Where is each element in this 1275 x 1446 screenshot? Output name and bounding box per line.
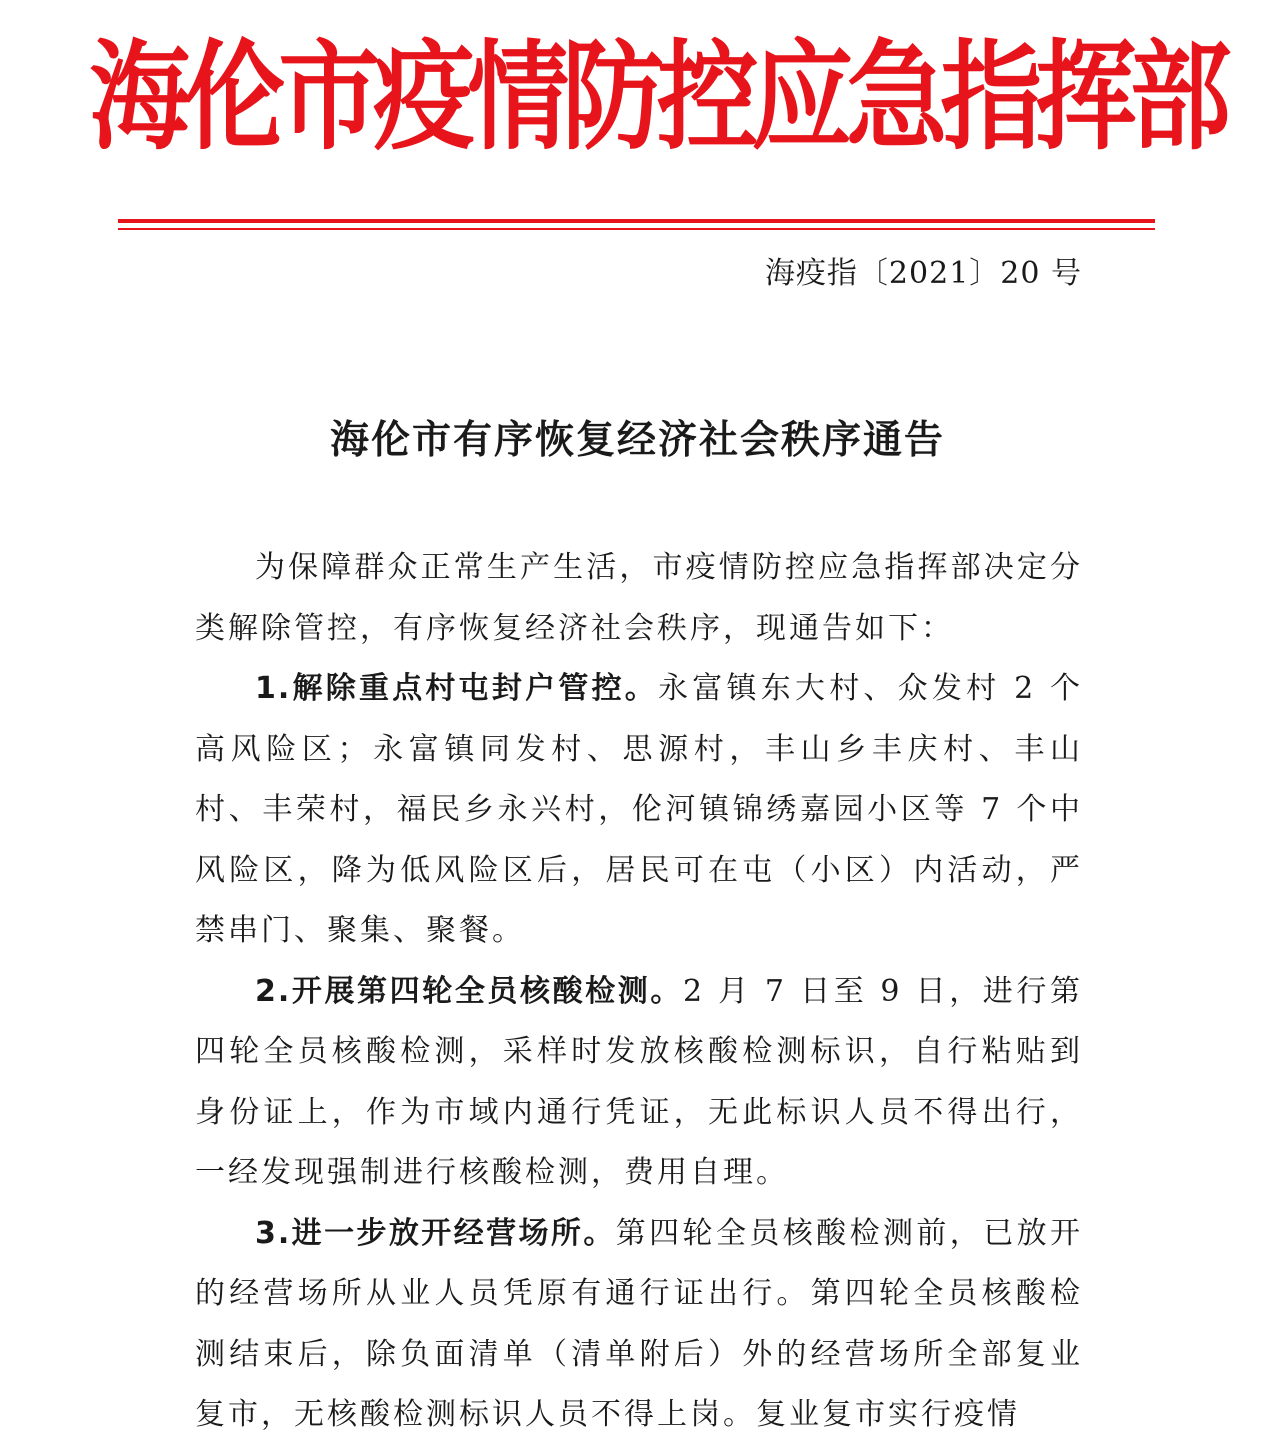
red-header-rule-thin xyxy=(118,228,1155,230)
item-heading: 2.开展第四轮全员核酸检测。 xyxy=(255,973,683,1009)
red-header-rule-thick xyxy=(118,219,1155,223)
notice-title: 海伦市有序恢复经济社会秩序通告 xyxy=(329,418,945,463)
item-heading: 3.进一步放开经营场所。 xyxy=(255,1215,616,1251)
item-heading: 1.解除重点村屯封户管控。 xyxy=(255,671,659,706)
item-paragraph-2 xyxy=(195,962,1083,1204)
issuer-masthead: 海伦市疫情防控应急指挥部 xyxy=(89,28,1225,166)
intro-paragraph: 为保障群众正常生产生活，市疫情防控应急指挥部决定分类解除管控，有序恢复经济社会秩序，现通告如下： xyxy=(195,550,1083,646)
item-text: 第四轮全员核酸检测前，已放开的经营场所从业人员凭原有通行证出行。第四轮全员核酸检测结束后，除负面清单（清单附后）外的经营场所全部复业复市，无核酸检测标识人员不得上岗。复业复市实行疫情 xyxy=(195,1215,1083,1432)
item-text: 永富镇东大村、众发村 2 个高风险区；永富镇同发村、思源村，丰山乡丰庆村、丰山村、丰荣村，福民乡永兴村，伦河镇锦绣嘉园小区等 7 个中风险区，降为低风险区后，居民可在屯（小区）内活动，严禁串门、聚集、聚餐。 xyxy=(195,671,1083,948)
notice-body xyxy=(195,538,1083,1446)
document-number: 海疫指〔2021〕20 号 xyxy=(764,256,1082,291)
item-paragraph-3 xyxy=(195,1204,1083,1446)
item-text: 2 月 7 日至 9 日，进行第四轮全员核酸检测，采样时发放核酸检测标识，自行粘贴到身份证上，作为市域内通行凭证，无此标识人员不得出行，一经发现强制进行核酸检测，费用自理。 xyxy=(195,973,1083,1190)
item-paragraph-1 xyxy=(195,659,1083,962)
